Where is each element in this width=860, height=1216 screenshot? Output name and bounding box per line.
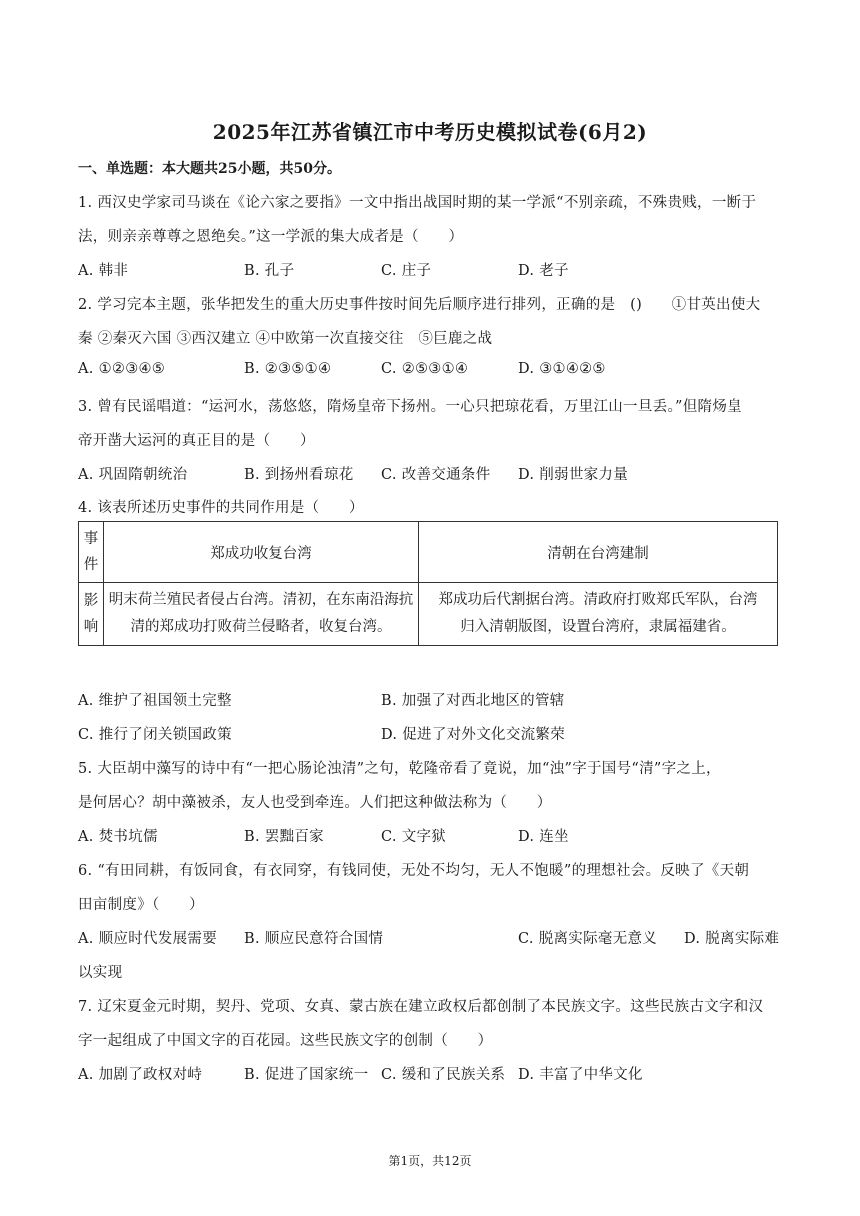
question-5-line: 是何居心？胡中藻被杀，友人也受到牵连。人们把这种做法称为（ ）	[78, 795, 552, 811]
table-cell	[104, 583, 419, 646]
option-a[interactable]: A. 焚书坑儒	[78, 829, 158, 845]
section-heading: 一、单选题：本大题共25小题，共50分。	[78, 161, 341, 177]
table-row-label	[79, 522, 104, 583]
option-b[interactable]: B. 孔子	[244, 263, 295, 279]
option-d[interactable]: D. 脱离实际难	[684, 931, 780, 947]
table-row-label	[79, 583, 104, 646]
question-7-line: 字一起组成了中国文字的百花园。这些民族文字的创制（ ）	[78, 1033, 493, 1049]
option-a[interactable]: A. 韩非	[78, 263, 129, 279]
option-b[interactable]: B. 到扬州看琼花	[244, 467, 354, 483]
option-a[interactable]: A. 顺应时代发展需要	[78, 931, 217, 947]
table-cell	[419, 583, 778, 646]
cell-line: 归入清朝版图，设置台湾府，隶属福建省。	[460, 619, 736, 635]
question-1-line: 法，则亲亲尊尊之恩绝矣。”这一学派的集大成者是（ ）	[78, 229, 464, 245]
table-header-cell: 清朝在台湾建制	[419, 522, 778, 583]
option-d[interactable]: D. 削弱世家力量	[518, 467, 629, 483]
label-char: 件	[83, 557, 99, 573]
question-2-line: 秦 ②秦灭六国 ③西汉建立 ④中欧第一次直接交往 ⑤巨鹿之战	[78, 331, 493, 347]
table-row	[79, 522, 778, 583]
option-d[interactable]: D. 连坐	[518, 829, 569, 845]
question-4-stem: 4. 该表所述历史事件的共同作用是（ ）	[78, 500, 364, 516]
option-d[interactable]: D. 老子	[518, 263, 569, 279]
table-row	[79, 583, 778, 646]
label-char: 影	[83, 593, 99, 609]
option-c[interactable]: C. 脱离实际毫无意义	[518, 931, 658, 947]
question-3-line: 3. 曾有民谣唱道：“运河水，荡悠悠，隋炀皇帝下扬州。一心只把琼花看，万里江山一旦丢。”但隋炀皇	[78, 399, 742, 415]
page-footer: 第1页，共12页	[388, 1154, 472, 1168]
label-char: 响	[83, 619, 99, 635]
table-header-cell: 郑成功收复台湾	[104, 522, 419, 583]
cell-line: 清的郑成功打败荷兰侵略者，收复台湾。	[130, 619, 392, 635]
option-a[interactable]: A. 加剧了政权对峙	[78, 1067, 203, 1083]
option-d[interactable]: D. ③①④②⑤	[518, 361, 606, 377]
option-b[interactable]: B. ②③⑤①④	[244, 361, 332, 377]
option-d-wrap: 以实现	[78, 965, 123, 981]
question-5-line: 5. 大臣胡中藻写的诗中有“一把心肠论浊清”之句，乾隆帝看了竟说，加“浊”字于国号“清”字之上，	[78, 761, 721, 777]
option-c[interactable]: C. 文字狱	[381, 829, 447, 845]
option-b[interactable]: B. 罢黜百家	[244, 829, 324, 845]
option-a[interactable]: A. ①②③④⑤	[78, 361, 166, 377]
option-b[interactable]: B. 促进了国家统一	[244, 1067, 369, 1083]
option-a[interactable]: A. 巩固隋朝统治	[78, 467, 188, 483]
option-b[interactable]: B. 加强了对西北地区的管辖	[381, 693, 565, 709]
option-d[interactable]: D. 促进了对外文化交流繁荣	[381, 727, 566, 743]
option-b[interactable]: B. 顺应民意符合国情	[244, 931, 384, 947]
event-table	[78, 521, 778, 646]
cell-line: 明末荷兰殖民者侵占台湾。清初，在东南沿海抗	[108, 592, 414, 608]
question-1-line: 1. 西汉史学家司马谈在《论六家之要指》一文中指出战国时期的某一学派“不别亲疏，不殊贵贱，一断于	[78, 195, 757, 211]
option-c[interactable]: C. 推行了闭关锁国政策	[78, 727, 232, 743]
page-title: 2025年江苏省镇江市中考历史模拟试卷(6月2)	[212, 120, 648, 144]
option-c[interactable]: C. 改善交通条件	[381, 467, 491, 483]
option-c[interactable]: C. 庄子	[381, 263, 432, 279]
question-6-line: 田亩制度》（ ）	[78, 897, 204, 913]
question-3-line: 帝开凿大运河的真正目的是（ ）	[78, 433, 315, 449]
option-d[interactable]: D. 丰富了中华文化	[518, 1067, 643, 1083]
option-c[interactable]: C. 缓和了民族关系	[381, 1067, 506, 1083]
label-char: 事	[83, 531, 99, 547]
question-6-line: 6. “有田同耕，有饭同食，有衣同穿，有钱同使，无处不均匀，无人不饱暖”的理想社会。反映了《天朝	[78, 863, 750, 879]
question-7-line: 7. 辽宋夏金元时期，契丹、党项、女真、蒙古族在建立政权后都创制了本民族文字。这些民族古文字和汉	[78, 999, 764, 1015]
question-2-line: 2. 学习完本主题，张华把发生的重大历史事件按时间先后顺序进行排列，正确的是 () ①甘英出使大	[78, 297, 761, 313]
option-a[interactable]: A. 维护了祖国领土完整	[78, 693, 232, 709]
cell-line: 郑成功后代割据台湾。清政府打败郑氏军队，台湾	[438, 592, 758, 608]
option-c[interactable]: C. ②⑤③①④	[381, 361, 469, 377]
